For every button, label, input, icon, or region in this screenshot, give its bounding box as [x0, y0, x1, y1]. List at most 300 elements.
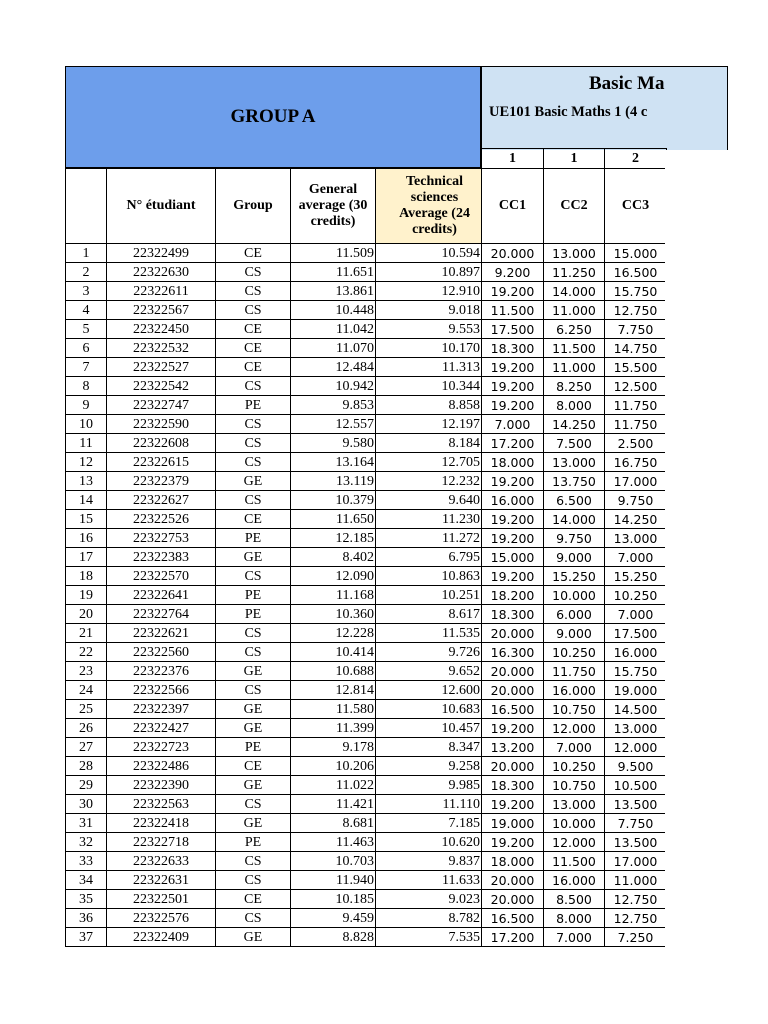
general-average-cell[interactable]: 10.942: [291, 377, 376, 396]
row-index[interactable]: 10: [66, 415, 107, 434]
group-cell[interactable]: CS: [216, 282, 291, 301]
student-id-cell[interactable]: 22322641: [107, 586, 216, 605]
module-header-cell[interactable]: [481, 66, 728, 150]
general-average-cell[interactable]: 10.414: [291, 643, 376, 662]
group-cell[interactable]: CE: [216, 358, 291, 377]
group-cell[interactable]: CS: [216, 434, 291, 453]
row-index[interactable]: 34: [66, 871, 107, 890]
technical-average-cell[interactable]: 9.553: [376, 320, 482, 339]
general-average-cell[interactable]: 11.651: [291, 263, 376, 282]
cc-number-cell[interactable]: 1: [544, 149, 605, 169]
cc1-cell[interactable]: 18.000: [482, 852, 544, 871]
group-cell[interactable]: CS: [216, 263, 291, 282]
student-id-cell[interactable]: 22322611: [107, 282, 216, 301]
cc3-cell[interactable]: 15.000: [605, 244, 667, 263]
technical-average-cell[interactable]: 10.594: [376, 244, 482, 263]
cc1-cell[interactable]: 20.000: [482, 871, 544, 890]
group-cell[interactable]: CE: [216, 890, 291, 909]
cc1-cell[interactable]: 18.300: [482, 339, 544, 358]
student-id-cell[interactable]: 22322627: [107, 491, 216, 510]
student-id-cell[interactable]: 22322570: [107, 567, 216, 586]
general-average-cell[interactable]: 11.042: [291, 320, 376, 339]
student-id-cell[interactable]: 22322542: [107, 377, 216, 396]
group-cell[interactable]: CS: [216, 301, 291, 320]
cc3-cell[interactable]: 15.250: [605, 567, 667, 586]
cc1-cell[interactable]: 11.500: [482, 301, 544, 320]
student-id-cell[interactable]: 22322718: [107, 833, 216, 852]
technical-average-cell[interactable]: 10.897: [376, 263, 482, 282]
row-index[interactable]: 20: [66, 605, 107, 624]
general-average-cell[interactable]: 12.228: [291, 624, 376, 643]
technical-average-cell[interactable]: 12.910: [376, 282, 482, 301]
row-index[interactable]: 13: [66, 472, 107, 491]
cc2-cell[interactable]: 6.500: [544, 491, 605, 510]
technical-average-cell[interactable]: 9.018: [376, 301, 482, 320]
cc1-cell[interactable]: 16.500: [482, 909, 544, 928]
cc3-cell[interactable]: 7.750: [605, 814, 667, 833]
general-average-cell[interactable]: 9.853: [291, 396, 376, 415]
group-cell[interactable]: PE: [216, 605, 291, 624]
technical-average-cell[interactable]: 8.782: [376, 909, 482, 928]
cc2-cell[interactable]: 12.000: [544, 833, 605, 852]
cc2-cell[interactable]: 16.000: [544, 871, 605, 890]
general-average-cell[interactable]: 11.463: [291, 833, 376, 852]
student-id-cell[interactable]: 22322764: [107, 605, 216, 624]
row-index[interactable]: 27: [66, 738, 107, 757]
group-cell[interactable]: PE: [216, 833, 291, 852]
cc3-cell[interactable]: 2.500: [605, 434, 667, 453]
row-index[interactable]: 3: [66, 282, 107, 301]
group-cell[interactable]: GE: [216, 700, 291, 719]
cc2-cell[interactable]: 13.750: [544, 472, 605, 491]
cc1-cell[interactable]: 19.200: [482, 358, 544, 377]
row-index[interactable]: 32: [66, 833, 107, 852]
row-index[interactable]: 30: [66, 795, 107, 814]
row-index[interactable]: 21: [66, 624, 107, 643]
group-cell[interactable]: GE: [216, 776, 291, 795]
cc3-cell[interactable]: 14.250: [605, 510, 667, 529]
header-cc1[interactable]: CC1: [482, 169, 544, 244]
cc1-cell[interactable]: 18.300: [482, 776, 544, 795]
cc3-cell[interactable]: 12.750: [605, 890, 667, 909]
cc1-cell[interactable]: 9.200: [482, 263, 544, 282]
group-cell[interactable]: CE: [216, 757, 291, 776]
cc-number-cell[interactable]: 2: [605, 149, 667, 169]
student-id-cell[interactable]: 22322527: [107, 358, 216, 377]
cc3-cell[interactable]: 13.500: [605, 833, 667, 852]
cc1-cell[interactable]: 19.200: [482, 472, 544, 491]
general-average-cell[interactable]: 9.459: [291, 909, 376, 928]
cc3-cell[interactable]: 19.000: [605, 681, 667, 700]
student-id-cell[interactable]: 22322630: [107, 263, 216, 282]
cc3-cell[interactable]: 10.500: [605, 776, 667, 795]
technical-average-cell[interactable]: 12.600: [376, 681, 482, 700]
header-student-id[interactable]: N° étudiant: [107, 169, 216, 244]
group-cell[interactable]: PE: [216, 396, 291, 415]
cc2-cell[interactable]: 12.000: [544, 719, 605, 738]
cc2-cell[interactable]: 9.000: [544, 624, 605, 643]
row-index[interactable]: 6: [66, 339, 107, 358]
student-id-cell[interactable]: 22322631: [107, 871, 216, 890]
technical-average-cell[interactable]: 10.344: [376, 377, 482, 396]
general-average-cell[interactable]: 12.557: [291, 415, 376, 434]
cc1-cell[interactable]: 19.200: [482, 510, 544, 529]
header-technical-average[interactable]: Technical sciences Average (24 credits): [376, 169, 482, 244]
cc1-cell[interactable]: 19.200: [482, 529, 544, 548]
cc2-cell[interactable]: 10.000: [544, 586, 605, 605]
row-index[interactable]: 33: [66, 852, 107, 871]
cc3-cell[interactable]: 15.750: [605, 662, 667, 681]
cc3-cell[interactable]: 12.500: [605, 377, 667, 396]
general-average-cell[interactable]: 10.688: [291, 662, 376, 681]
cc2-cell[interactable]: 7.500: [544, 434, 605, 453]
cc1-cell[interactable]: 19.200: [482, 719, 544, 738]
technical-average-cell[interactable]: 10.457: [376, 719, 482, 738]
student-id-cell[interactable]: 22322390: [107, 776, 216, 795]
cc1-cell[interactable]: 19.200: [482, 795, 544, 814]
general-average-cell[interactable]: 11.168: [291, 586, 376, 605]
student-id-cell[interactable]: 22322376: [107, 662, 216, 681]
cc2-cell[interactable]: 8.000: [544, 396, 605, 415]
cc3-cell[interactable]: 12.000: [605, 738, 667, 757]
group-cell[interactable]: CS: [216, 377, 291, 396]
cc1-cell[interactable]: 15.000: [482, 548, 544, 567]
student-id-cell[interactable]: 22322486: [107, 757, 216, 776]
group-cell[interactable]: GE: [216, 928, 291, 947]
group-cell[interactable]: CS: [216, 681, 291, 700]
cc1-cell[interactable]: 20.000: [482, 244, 544, 263]
cc3-cell[interactable]: 12.750: [605, 909, 667, 928]
cc2-cell[interactable]: 16.000: [544, 681, 605, 700]
row-index[interactable]: 11: [66, 434, 107, 453]
cc1-cell[interactable]: 17.500: [482, 320, 544, 339]
cc2-cell[interactable]: 10.000: [544, 814, 605, 833]
cc2-cell[interactable]: 7.000: [544, 928, 605, 947]
group-cell[interactable]: GE: [216, 814, 291, 833]
group-cell[interactable]: CS: [216, 567, 291, 586]
cc3-cell[interactable]: 11.750: [605, 415, 667, 434]
student-id-cell[interactable]: 22322621: [107, 624, 216, 643]
student-id-cell[interactable]: 22322418: [107, 814, 216, 833]
student-id-cell[interactable]: 22322427: [107, 719, 216, 738]
general-average-cell[interactable]: 10.185: [291, 890, 376, 909]
row-index[interactable]: 4: [66, 301, 107, 320]
row-index[interactable]: 9: [66, 396, 107, 415]
cc1-cell[interactable]: 19.000: [482, 814, 544, 833]
cc3-cell[interactable]: 17.000: [605, 472, 667, 491]
cc2-cell[interactable]: 7.000: [544, 738, 605, 757]
cc3-cell[interactable]: 17.500: [605, 624, 667, 643]
row-index[interactable]: 19: [66, 586, 107, 605]
technical-average-cell[interactable]: 9.985: [376, 776, 482, 795]
student-id-cell[interactable]: 22322526: [107, 510, 216, 529]
general-average-cell[interactable]: 11.580: [291, 700, 376, 719]
group-cell[interactable]: CS: [216, 852, 291, 871]
cc1-cell[interactable]: 20.000: [482, 681, 544, 700]
student-id-cell[interactable]: 22322499: [107, 244, 216, 263]
cc2-cell[interactable]: 10.250: [544, 757, 605, 776]
cc-number-cell[interactable]: 1: [482, 149, 544, 169]
cc2-cell[interactable]: 11.000: [544, 358, 605, 377]
row-index[interactable]: 1: [66, 244, 107, 263]
technical-average-cell[interactable]: 8.617: [376, 605, 482, 624]
group-cell[interactable]: GE: [216, 719, 291, 738]
student-id-cell[interactable]: 22322501: [107, 890, 216, 909]
general-average-cell[interactable]: 11.509: [291, 244, 376, 263]
row-index[interactable]: 14: [66, 491, 107, 510]
general-average-cell[interactable]: 10.703: [291, 852, 376, 871]
cc3-cell[interactable]: 11.000: [605, 871, 667, 890]
cc1-cell[interactable]: 20.000: [482, 662, 544, 681]
cc2-cell[interactable]: 14.000: [544, 282, 605, 301]
cc3-cell[interactable]: 7.000: [605, 548, 667, 567]
cc1-cell[interactable]: 18.300: [482, 605, 544, 624]
cc1-cell[interactable]: 17.200: [482, 434, 544, 453]
group-cell[interactable]: GE: [216, 472, 291, 491]
group-cell[interactable]: CS: [216, 415, 291, 434]
cc2-cell[interactable]: 15.250: [544, 567, 605, 586]
cc2-cell[interactable]: 13.000: [544, 795, 605, 814]
cc2-cell[interactable]: 11.500: [544, 339, 605, 358]
group-cell[interactable]: CS: [216, 643, 291, 662]
general-average-cell[interactable]: 13.164: [291, 453, 376, 472]
cc3-cell[interactable]: 16.500: [605, 263, 667, 282]
technical-average-cell[interactable]: 8.184: [376, 434, 482, 453]
cc3-cell[interactable]: 11.750: [605, 396, 667, 415]
cc3-cell[interactable]: 16.000: [605, 643, 667, 662]
cc1-cell[interactable]: 16.500: [482, 700, 544, 719]
group-cell[interactable]: PE: [216, 738, 291, 757]
technical-average-cell[interactable]: 11.272: [376, 529, 482, 548]
header-group[interactable]: Group: [216, 169, 291, 244]
header-general-average[interactable]: General average (30 credits): [291, 169, 376, 244]
general-average-cell[interactable]: 12.814: [291, 681, 376, 700]
cc2-cell[interactable]: 6.250: [544, 320, 605, 339]
cc3-cell[interactable]: 7.250: [605, 928, 667, 947]
general-average-cell[interactable]: 12.090: [291, 567, 376, 586]
general-average-cell[interactable]: 9.580: [291, 434, 376, 453]
general-average-cell[interactable]: 11.399: [291, 719, 376, 738]
group-cell[interactable]: CS: [216, 453, 291, 472]
group-cell[interactable]: CS: [216, 871, 291, 890]
technical-average-cell[interactable]: 12.197: [376, 415, 482, 434]
cc2-cell[interactable]: 9.750: [544, 529, 605, 548]
cc2-cell[interactable]: 10.750: [544, 700, 605, 719]
cc2-cell[interactable]: 8.250: [544, 377, 605, 396]
general-average-cell[interactable]: 13.861: [291, 282, 376, 301]
student-id-cell[interactable]: 22322383: [107, 548, 216, 567]
student-id-cell[interactable]: 22322608: [107, 434, 216, 453]
technical-average-cell[interactable]: 9.023: [376, 890, 482, 909]
technical-average-cell[interactable]: 9.837: [376, 852, 482, 871]
general-average-cell[interactable]: 8.828: [291, 928, 376, 947]
row-index[interactable]: 28: [66, 757, 107, 776]
technical-average-cell[interactable]: 10.251: [376, 586, 482, 605]
cc1-cell[interactable]: 17.200: [482, 928, 544, 947]
general-average-cell[interactable]: 11.070: [291, 339, 376, 358]
general-average-cell[interactable]: 12.484: [291, 358, 376, 377]
cc3-cell[interactable]: 13.000: [605, 529, 667, 548]
general-average-cell[interactable]: 10.206: [291, 757, 376, 776]
header-cc3[interactable]: CC3: [605, 169, 667, 244]
group-cell[interactable]: CE: [216, 510, 291, 529]
general-average-cell[interactable]: 11.940: [291, 871, 376, 890]
cc3-cell[interactable]: 13.000: [605, 719, 667, 738]
technical-average-cell[interactable]: 12.232: [376, 472, 482, 491]
row-index[interactable]: 24: [66, 681, 107, 700]
student-id-cell[interactable]: 22322590: [107, 415, 216, 434]
technical-average-cell[interactable]: 10.683: [376, 700, 482, 719]
cc3-cell[interactable]: 13.500: [605, 795, 667, 814]
technical-average-cell[interactable]: 11.110: [376, 795, 482, 814]
cc3-cell[interactable]: 12.750: [605, 301, 667, 320]
group-cell[interactable]: PE: [216, 586, 291, 605]
technical-average-cell[interactable]: 6.795: [376, 548, 482, 567]
group-cell[interactable]: CE: [216, 244, 291, 263]
row-index[interactable]: 22: [66, 643, 107, 662]
row-index[interactable]: 17: [66, 548, 107, 567]
technical-average-cell[interactable]: 9.640: [376, 491, 482, 510]
cc1-cell[interactable]: 19.200: [482, 396, 544, 415]
cc1-cell[interactable]: 19.200: [482, 833, 544, 852]
student-id-cell[interactable]: 22322567: [107, 301, 216, 320]
cc1-cell[interactable]: 19.200: [482, 282, 544, 301]
technical-average-cell[interactable]: 11.633: [376, 871, 482, 890]
general-average-cell[interactable]: 13.119: [291, 472, 376, 491]
technical-average-cell[interactable]: 11.313: [376, 358, 482, 377]
student-id-cell[interactable]: 22322563: [107, 795, 216, 814]
cc3-cell[interactable]: 14.750: [605, 339, 667, 358]
cc2-cell[interactable]: 8.500: [544, 890, 605, 909]
general-average-cell[interactable]: 8.402: [291, 548, 376, 567]
cc1-cell[interactable]: 7.000: [482, 415, 544, 434]
general-average-cell[interactable]: 12.185: [291, 529, 376, 548]
cc3-cell[interactable]: 16.750: [605, 453, 667, 472]
cc2-cell[interactable]: 11.500: [544, 852, 605, 871]
student-id-cell[interactable]: 22322633: [107, 852, 216, 871]
student-id-cell[interactable]: 22322560: [107, 643, 216, 662]
cc1-cell[interactable]: 13.200: [482, 738, 544, 757]
row-index[interactable]: 35: [66, 890, 107, 909]
cc3-cell[interactable]: 17.000: [605, 852, 667, 871]
student-id-cell[interactable]: 22322379: [107, 472, 216, 491]
group-cell[interactable]: GE: [216, 662, 291, 681]
cc1-cell[interactable]: 19.200: [482, 377, 544, 396]
technical-average-cell[interactable]: 10.170: [376, 339, 482, 358]
row-index[interactable]: 23: [66, 662, 107, 681]
row-index[interactable]: 8: [66, 377, 107, 396]
cc2-cell[interactable]: 11.750: [544, 662, 605, 681]
row-index[interactable]: 36: [66, 909, 107, 928]
cc1-cell[interactable]: 18.000: [482, 453, 544, 472]
cc3-cell[interactable]: 7.750: [605, 320, 667, 339]
cc3-cell[interactable]: 7.000: [605, 605, 667, 624]
cc1-cell[interactable]: 18.200: [482, 586, 544, 605]
technical-average-cell[interactable]: 7.185: [376, 814, 482, 833]
student-id-cell[interactable]: 22322566: [107, 681, 216, 700]
cc2-cell[interactable]: 14.250: [544, 415, 605, 434]
technical-average-cell[interactable]: 10.863: [376, 567, 482, 586]
student-id-cell[interactable]: 22322532: [107, 339, 216, 358]
general-average-cell[interactable]: 10.379: [291, 491, 376, 510]
row-index[interactable]: 29: [66, 776, 107, 795]
cc2-cell[interactable]: 14.000: [544, 510, 605, 529]
general-average-cell[interactable]: 10.448: [291, 301, 376, 320]
row-index[interactable]: 16: [66, 529, 107, 548]
row-index[interactable]: 25: [66, 700, 107, 719]
student-id-cell[interactable]: 22322615: [107, 453, 216, 472]
cc2-cell[interactable]: 11.000: [544, 301, 605, 320]
technical-average-cell[interactable]: 9.258: [376, 757, 482, 776]
cc2-cell[interactable]: 10.750: [544, 776, 605, 795]
general-average-cell[interactable]: 11.022: [291, 776, 376, 795]
row-index[interactable]: 5: [66, 320, 107, 339]
cc2-cell[interactable]: 6.000: [544, 605, 605, 624]
cc2-cell[interactable]: 11.250: [544, 263, 605, 282]
student-id-cell[interactable]: 22322397: [107, 700, 216, 719]
cc3-cell[interactable]: 9.750: [605, 491, 667, 510]
cc3-cell[interactable]: 10.250: [605, 586, 667, 605]
row-index[interactable]: 18: [66, 567, 107, 586]
technical-average-cell[interactable]: 9.652: [376, 662, 482, 681]
cc2-cell[interactable]: 13.000: [544, 453, 605, 472]
technical-average-cell[interactable]: 8.858: [376, 396, 482, 415]
cc1-cell[interactable]: 20.000: [482, 624, 544, 643]
technical-average-cell[interactable]: 8.347: [376, 738, 482, 757]
cc2-cell[interactable]: 8.000: [544, 909, 605, 928]
row-index[interactable]: 2: [66, 263, 107, 282]
technical-average-cell[interactable]: 11.535: [376, 624, 482, 643]
general-average-cell[interactable]: 10.360: [291, 605, 376, 624]
cc2-cell[interactable]: 10.250: [544, 643, 605, 662]
group-cell[interactable]: CS: [216, 909, 291, 928]
group-cell[interactable]: CE: [216, 339, 291, 358]
row-index[interactable]: 37: [66, 928, 107, 947]
row-index[interactable]: 15: [66, 510, 107, 529]
student-id-cell[interactable]: 22322409: [107, 928, 216, 947]
student-id-cell[interactable]: 22322747: [107, 396, 216, 415]
technical-average-cell[interactable]: 10.620: [376, 833, 482, 852]
student-id-cell[interactable]: 22322723: [107, 738, 216, 757]
technical-average-cell[interactable]: 9.726: [376, 643, 482, 662]
row-index[interactable]: 31: [66, 814, 107, 833]
general-average-cell[interactable]: 11.650: [291, 510, 376, 529]
row-index[interactable]: 26: [66, 719, 107, 738]
general-average-cell[interactable]: 8.681: [291, 814, 376, 833]
group-cell[interactable]: CS: [216, 491, 291, 510]
cc2-cell[interactable]: 13.000: [544, 244, 605, 263]
group-cell[interactable]: GE: [216, 548, 291, 567]
cc1-cell[interactable]: 20.000: [482, 757, 544, 776]
row-index[interactable]: 12: [66, 453, 107, 472]
cc2-cell[interactable]: 9.000: [544, 548, 605, 567]
student-id-cell[interactable]: 22322450: [107, 320, 216, 339]
row-index[interactable]: 7: [66, 358, 107, 377]
cc1-cell[interactable]: 20.000: [482, 890, 544, 909]
header-index[interactable]: [66, 169, 107, 244]
cc1-cell[interactable]: 16.000: [482, 491, 544, 510]
cc3-cell[interactable]: 15.750: [605, 282, 667, 301]
cc3-cell[interactable]: 9.500: [605, 757, 667, 776]
group-cell[interactable]: CS: [216, 624, 291, 643]
technical-average-cell[interactable]: 7.535: [376, 928, 482, 947]
group-cell[interactable]: CS: [216, 795, 291, 814]
general-average-cell[interactable]: 9.178: [291, 738, 376, 757]
header-cc2[interactable]: CC2: [544, 169, 605, 244]
cc1-cell[interactable]: 16.300: [482, 643, 544, 662]
group-cell[interactable]: PE: [216, 529, 291, 548]
student-id-cell[interactable]: 22322576: [107, 909, 216, 928]
